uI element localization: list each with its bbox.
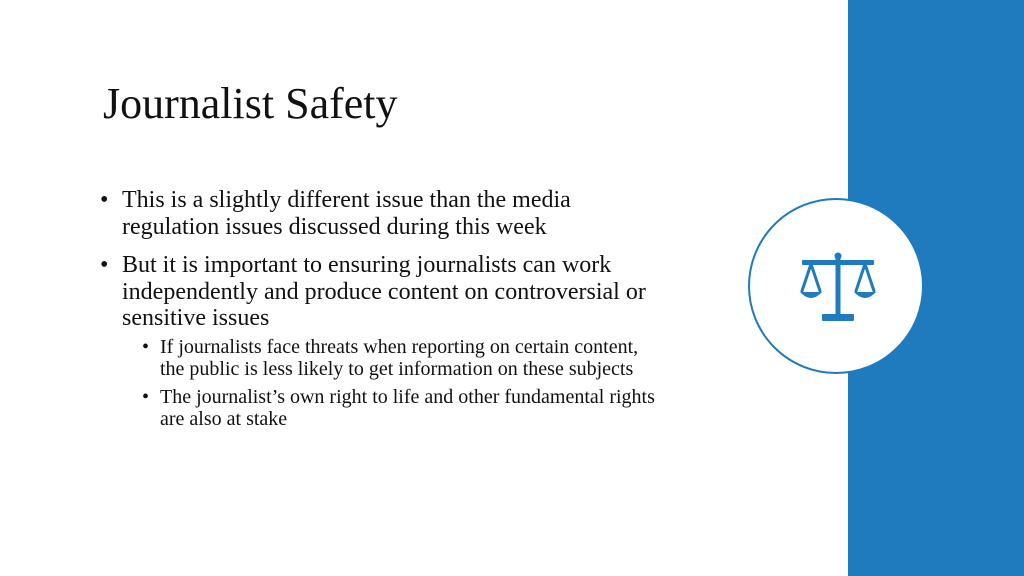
scales-of-justice-icon [798,248,878,328]
bullet-text: But it is important to ensuring journalists can work independently and produce content on controversial or sensitive issues [122,252,646,331]
sub-bullet-item [138,336,660,380]
bullet-item [100,252,660,430]
bullet-list [100,187,660,430]
slide-title: Journalist Safety [103,79,398,128]
sub-bullet-marker: • [142,385,150,408]
sub-bullet-text: If journalists face threats when reporting on certain content, the public is less likely to get information on these subjects [160,335,639,380]
bullet-content [100,187,660,442]
bullet-item [100,187,660,240]
icon-badge [748,198,924,374]
sub-bullet-item [138,386,660,430]
bullet-text: This is a slightly different issue than the media regulation issues discussed during this week [122,187,571,240]
bullet-marker: • [100,187,109,213]
sub-bullet-marker: • [142,335,150,358]
bullet-marker: • [100,252,109,278]
sub-bullet-list [122,336,660,430]
sub-bullet-text: The journalist’s own right to life and other fundamental rights are also at stake [160,385,655,430]
